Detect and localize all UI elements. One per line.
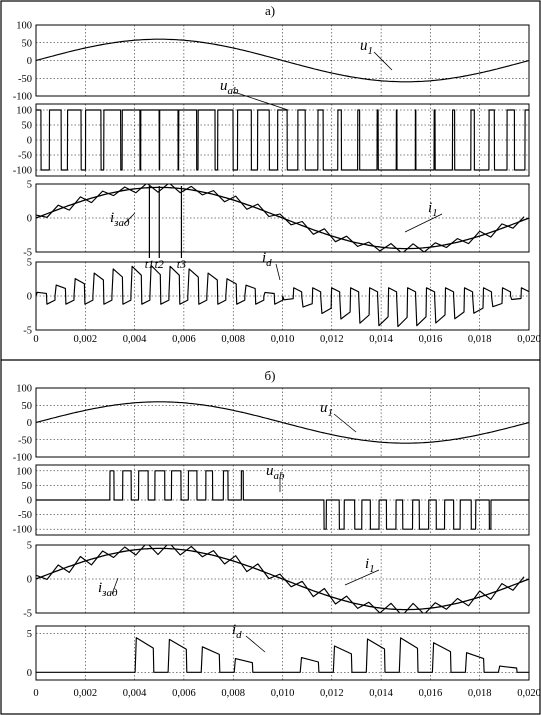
- series-i1: [36, 543, 524, 616]
- x-tick-label: 0,010: [270, 334, 295, 345]
- y-tick-label: 5: [26, 629, 32, 641]
- y-tick-label: -50: [18, 510, 32, 522]
- plot-1-3: [23, 180, 529, 271]
- plot-2-2: [13, 463, 529, 536]
- x-tick-label: 0,002: [73, 688, 98, 699]
- plot-2-1: [13, 384, 529, 464]
- plot-1-4: [23, 247, 529, 337]
- y-tick-label: -100: [12, 165, 32, 177]
- x-tick-label: 0,006: [172, 688, 196, 699]
- x-tick-label: 0,016: [418, 334, 443, 345]
- y-tick-label: 0: [26, 135, 32, 147]
- plot-1-2: [13, 78, 529, 177]
- series-annotation-i1: $i_1$: [428, 200, 438, 219]
- y-tick-label: 0: [26, 213, 32, 225]
- x-tick-label: 0,006: [172, 334, 196, 345]
- x-tick-label: 0,020: [517, 688, 541, 699]
- y-tick-label: 50: [21, 480, 32, 492]
- annotation-leader: [374, 52, 392, 70]
- y-tick-label: 100: [16, 105, 32, 117]
- y-tick-label: -50: [18, 435, 32, 447]
- y-tick-label: 0: [26, 291, 32, 303]
- y-tick-label: 50: [21, 38, 32, 50]
- y-tick-label: 100: [16, 383, 32, 395]
- y-tick-label: -100: [12, 524, 32, 536]
- time-mark-label: t3: [176, 256, 187, 271]
- y-tick-label: -5: [23, 247, 32, 259]
- annotation-leader: [334, 414, 356, 432]
- x-tick-label: 0,012: [319, 334, 344, 345]
- series-annotation-id: $i_d$: [262, 250, 272, 269]
- plot-1-1: [13, 21, 529, 103]
- x-tick-label: 0,004: [122, 688, 147, 699]
- x-tick-label: 0: [33, 688, 39, 699]
- x-tick-label: 0,002: [73, 334, 98, 345]
- x-tick-label: 0,008: [221, 688, 246, 699]
- plot-2-4: [27, 622, 532, 680]
- y-tick-label: 5: [26, 179, 32, 191]
- y-tick-label: 0: [26, 495, 32, 507]
- series-annotation-i1: $i_1$: [365, 556, 375, 575]
- y-tick-label: 0: [26, 56, 32, 67]
- x-tick-label: 0,014: [369, 688, 393, 699]
- y-tick-label: 50: [21, 400, 32, 412]
- series-annotation-uab: $u_{ab}$: [220, 78, 239, 97]
- y-tick-label: -5: [23, 608, 32, 620]
- plot-layer: [13, 3, 541, 699]
- y-tick-label: 0: [26, 574, 32, 586]
- y-tick-label: 50: [21, 120, 32, 132]
- y-tick-label: -100: [12, 452, 32, 464]
- y-tick-label: 100: [16, 466, 32, 478]
- series-annotation-uab: $u_{ab}$: [266, 463, 285, 482]
- x-tick-label: 0,004: [122, 334, 147, 345]
- time-mark-label: t1: [144, 256, 155, 271]
- y-tick-label: 5: [26, 257, 32, 269]
- annotation-leader: [234, 92, 288, 110]
- time-mark-label: t2: [154, 256, 164, 271]
- y-tick-label: -100: [12, 91, 32, 103]
- y-tick-label: -5: [23, 325, 32, 337]
- figure-frame: [1, 1, 540, 714]
- annotation-leader: [276, 264, 280, 280]
- series-annotation-u1: $u_1$: [320, 400, 333, 419]
- x-tick-label: 0,010: [270, 688, 295, 699]
- y-tick-label: 100: [16, 20, 32, 32]
- series-annotation-id: $i_d$: [232, 622, 242, 641]
- annotation-leader: [246, 636, 265, 652]
- x-tick-label: 0,014: [369, 334, 393, 345]
- panel-label-1: а): [264, 3, 276, 18]
- series-annotation-iзад: $i_{зад}$: [110, 210, 130, 229]
- x-tick-label: 0,008: [221, 334, 246, 345]
- y-tick-label: -50: [18, 150, 32, 162]
- y-tick-label: 5: [26, 540, 32, 552]
- series-group: [36, 638, 532, 673]
- y-tick-label: 0: [26, 667, 32, 679]
- series-annotation-u1: $u_1$: [360, 38, 373, 57]
- y-tick-label: -50: [18, 73, 32, 85]
- x-tick-label: 0,012: [319, 688, 344, 699]
- x-tick-label: 0,016: [418, 688, 443, 699]
- x-tick-label: 0,018: [467, 334, 492, 345]
- x-tick-label: 0,018: [467, 688, 492, 699]
- x-tick-label: 0: [33, 334, 39, 345]
- plot-2-3: [23, 541, 529, 620]
- panel-label-2: б): [264, 368, 276, 383]
- series-annotation-iзад: $i_{зад}$: [98, 580, 118, 599]
- x-tick-label: 0,020: [517, 334, 541, 345]
- series-id: [36, 638, 532, 673]
- y-tick-label: 0: [26, 418, 32, 429]
